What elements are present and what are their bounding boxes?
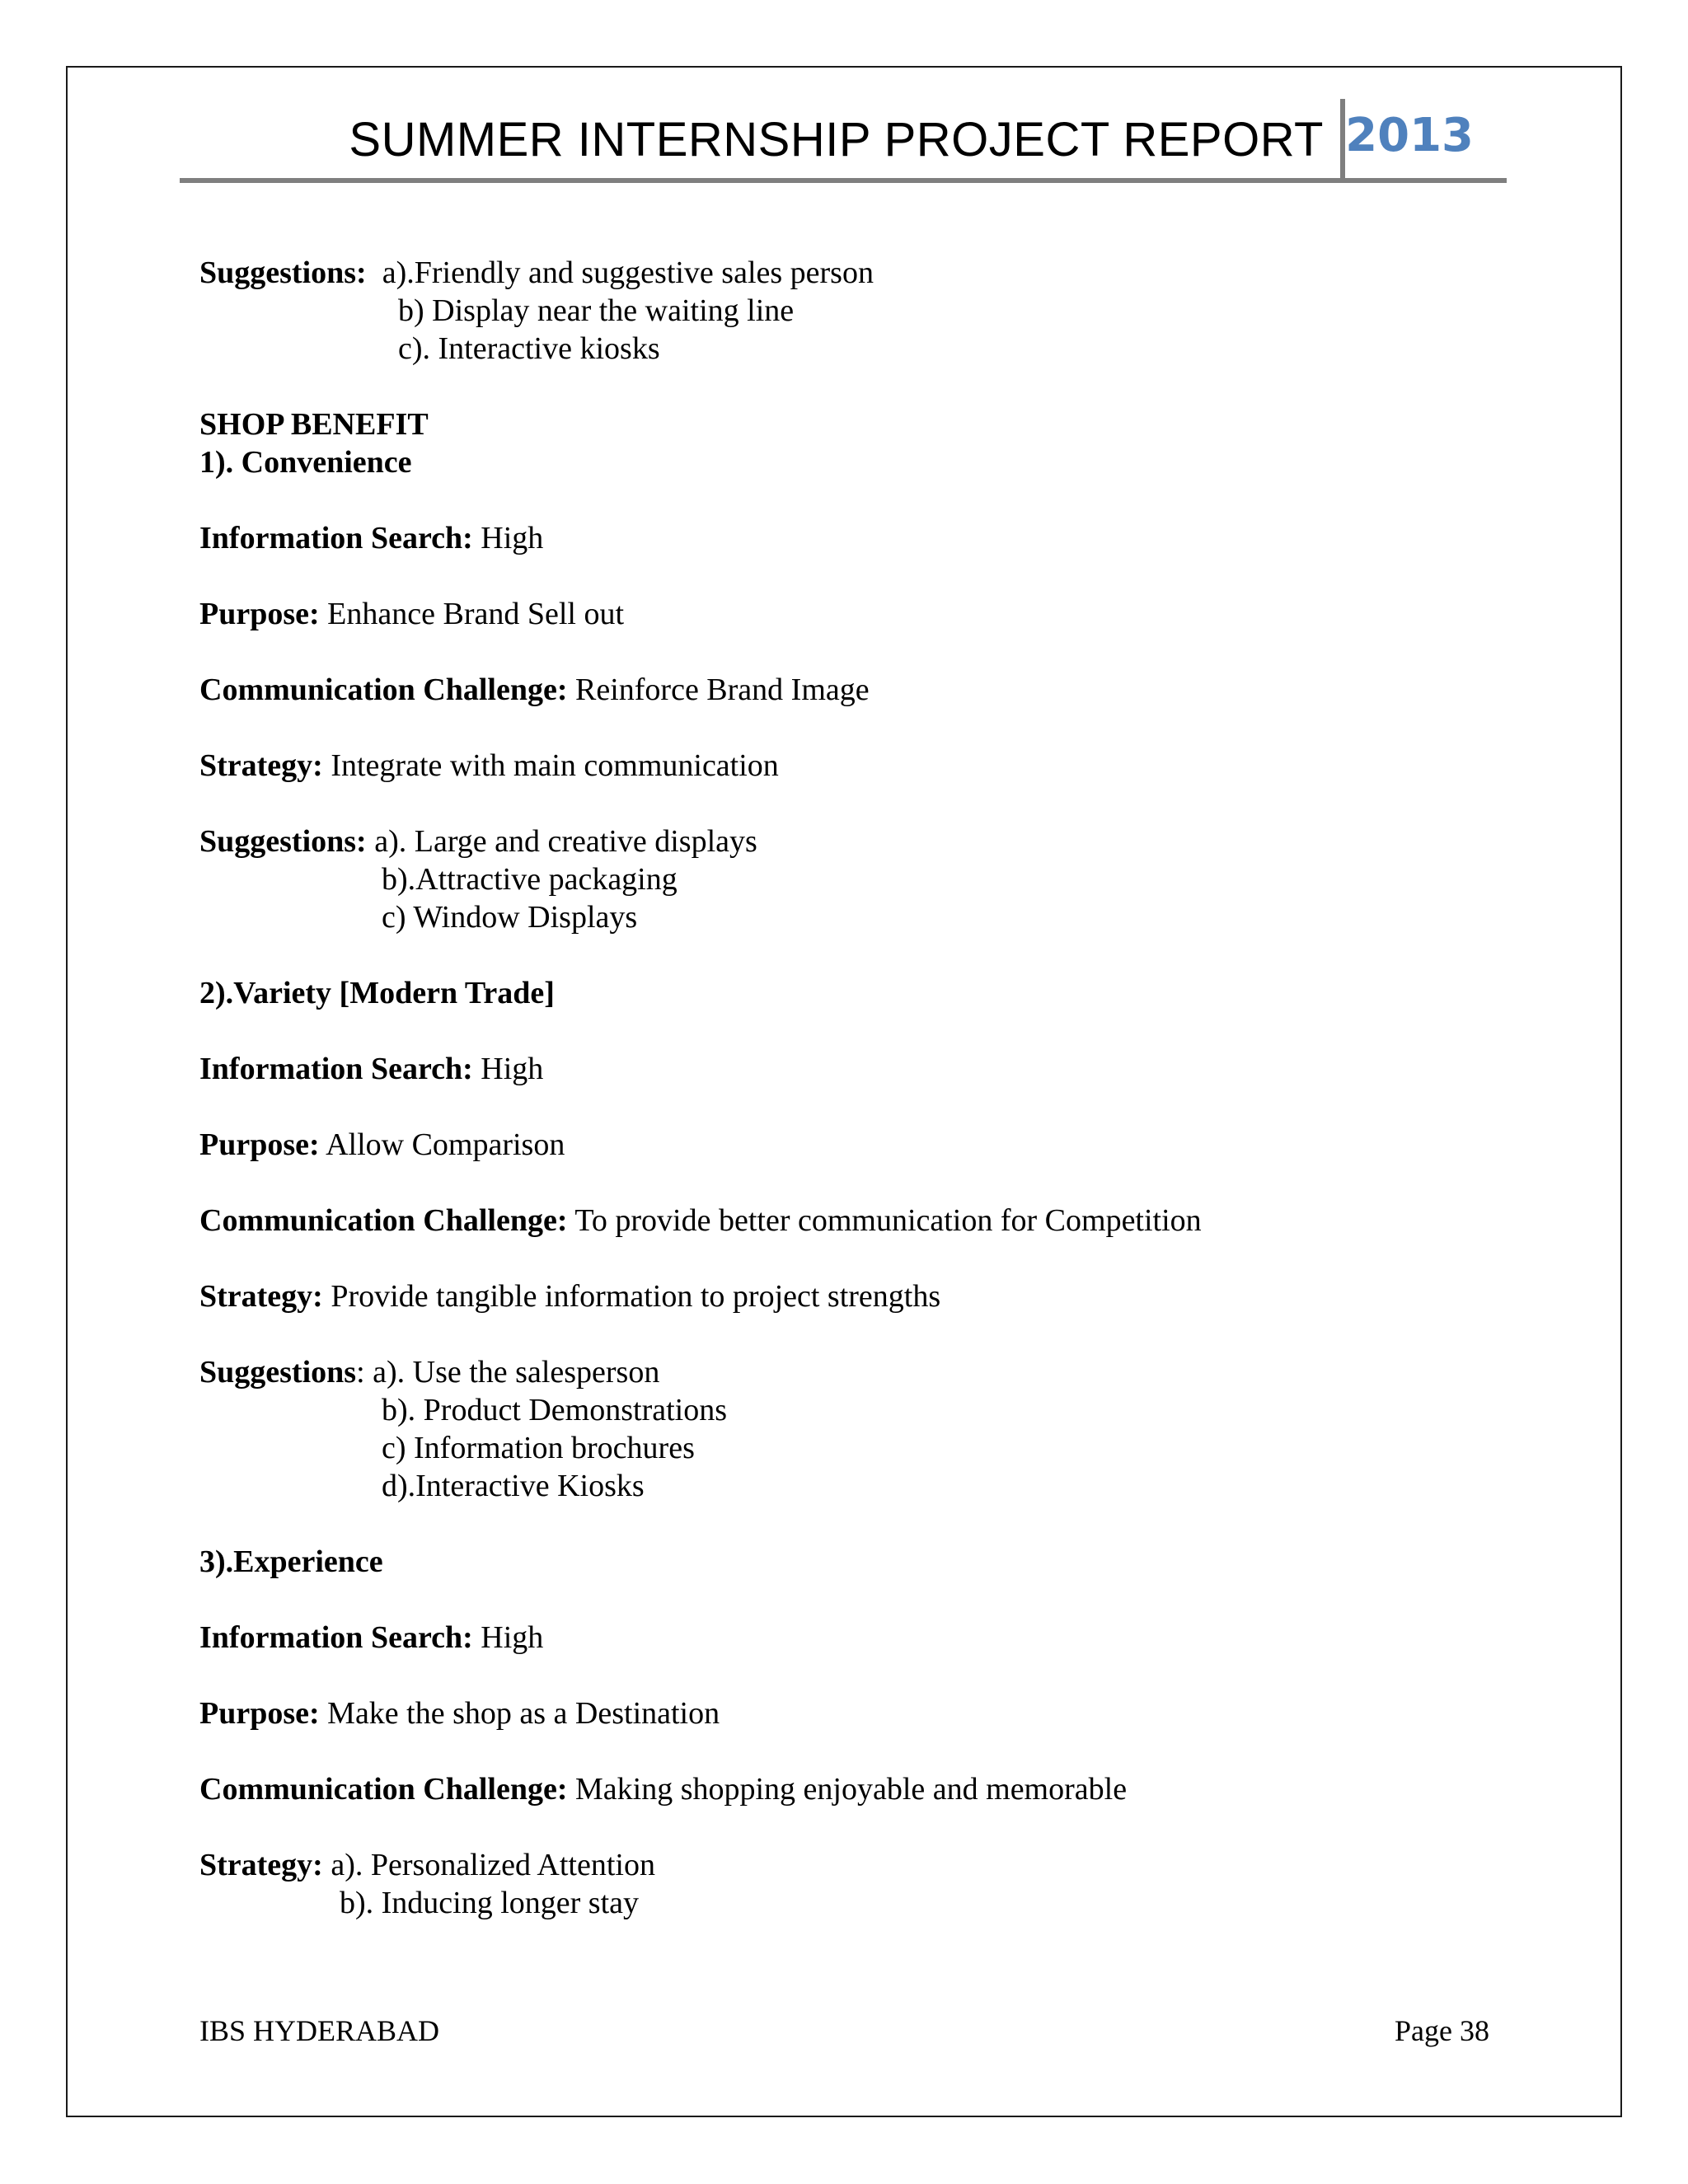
convenience-suggestion-2: b).Attractive packaging [382, 862, 678, 897]
footer-institution: IBS HYDERABAD [199, 2014, 440, 2047]
variety-purpose: Purpose: Allow Comparison [199, 1127, 565, 1162]
variety-suggestion-4: d).Interactive Kiosks [382, 1469, 645, 1503]
experience-strategy-1: Strategy: a). Personalized Attention [199, 1848, 655, 1882]
shop-benefit-heading: SHOP BENEFIT [199, 407, 429, 442]
intro-suggestion-1: Suggestions: a).Friendly and suggestive sales person [199, 255, 874, 290]
suggestions-label: Suggestions: [199, 255, 367, 290]
convenience-challenge: Communication Challenge: Reinforce Brand Image [199, 673, 870, 707]
convenience-info-search: Information Search: High [199, 521, 544, 555]
experience-challenge: Communication Challenge: Making shopping enjoyable and memorable [199, 1772, 1128, 1807]
document-body [199, 254, 1485, 1922]
experience-title: 3).Experience [199, 1544, 383, 1579]
variety-suggestion-3: c) Information brochures [382, 1431, 695, 1465]
header-separator [1340, 99, 1345, 178]
variety-title: 2).Variety [Modern Trade] [199, 976, 555, 1010]
variety-suggestion-2: b). Product Demonstrations [382, 1393, 728, 1427]
convenience-purpose: Purpose: Enhance Brand Sell out [199, 597, 625, 631]
intro-suggestion-2: b) Display near the waiting line [398, 293, 795, 328]
convenience-strategy: Strategy: Integrate with main communication [199, 748, 779, 783]
variety-suggestion-1: Suggestions: a). Use the salesperson [199, 1355, 660, 1390]
intro-suggestion-3: c). Interactive kiosks [398, 331, 660, 366]
convenience-suggestion-1: Suggestions: a). Large and creative displays [199, 824, 757, 859]
convenience-title: 1). Convenience [199, 445, 412, 480]
experience-purpose: Purpose: Make the shop as a Destination [199, 1696, 720, 1731]
variety-strategy: Strategy: Provide tangible information to project strengths [199, 1279, 941, 1314]
page-header [180, 97, 1507, 183]
variety-info-search: Information Search: High [199, 1052, 544, 1086]
experience-info-search: Information Search: High [199, 1620, 544, 1655]
experience-strategy-2: b). Inducing longer stay [340, 1886, 640, 1920]
report-year: 2013 [1345, 109, 1474, 162]
convenience-suggestion-3: c) Window Displays [382, 900, 638, 935]
variety-challenge: Communication Challenge: To provide better communication for Competition [199, 1203, 1202, 1238]
report-title: SUMMER INTERNSHIP PROJECT REPORT [349, 113, 1324, 166]
footer-page-number: Page 38 [1395, 2014, 1489, 2047]
